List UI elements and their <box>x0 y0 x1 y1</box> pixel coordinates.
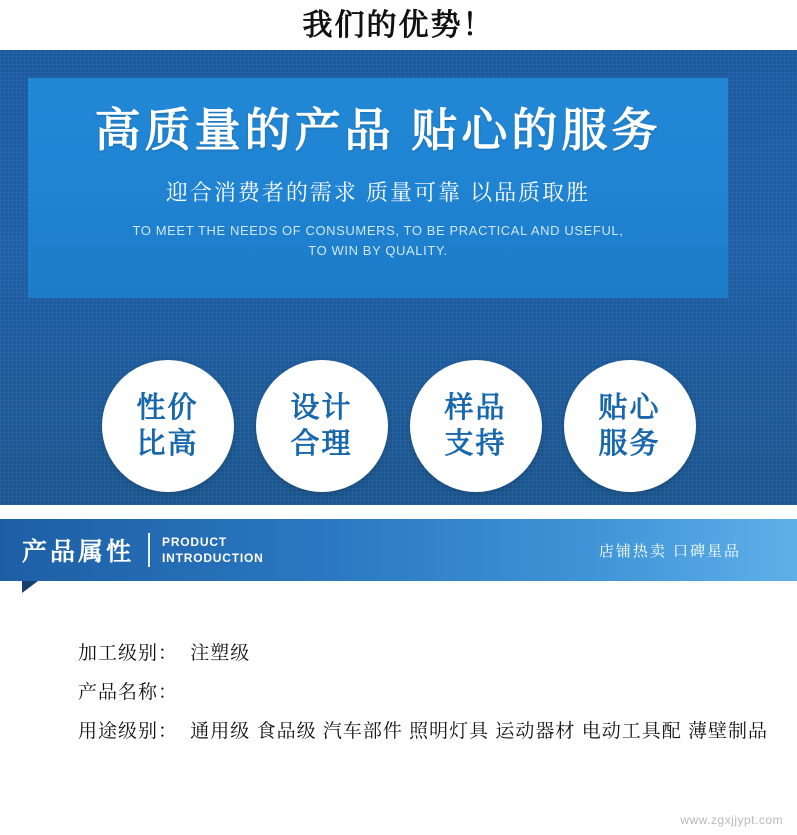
hero-headline: 高质量的产品 贴心的服务 <box>94 104 662 156</box>
attribute-value: 通用级 食品级 汽车部件 照明灯具 运动器材 电动工具配 薄壁制品 <box>190 720 768 742</box>
advantage-circle-line-1: 贴心 <box>598 391 661 424</box>
advantage-circle-line-1: 设计 <box>290 391 353 424</box>
section-title-group <box>0 532 264 568</box>
advantage-circle-line-2: 服务 <box>598 428 661 460</box>
advantage-circle <box>410 360 542 492</box>
section-header-bar <box>0 519 797 581</box>
hero-english-line-1: TO MEET THE NEEDS OF CONSUMERS, TO BE PRACTICAL AND USEFUL, <box>132 223 624 239</box>
advantage-circle-line-2: 比高 <box>136 428 199 460</box>
advantage-circle-line-2: 合理 <box>290 428 353 460</box>
section-title-cn: 产品属性 <box>22 538 135 566</box>
page-title: 我们的优势！ <box>302 9 495 42</box>
advantage-circle-line-1: 样品 <box>444 391 507 424</box>
attribute-label: 加工级别： <box>78 643 179 664</box>
attribute-label: 产品名称： <box>78 681 179 703</box>
advantage-circle <box>564 360 696 492</box>
hero-banner <box>0 50 797 505</box>
watermark: www.zgxjjypt.com <box>680 813 783 827</box>
hero-panel <box>28 78 728 298</box>
product-attributes <box>0 581 797 752</box>
section-title-en-line-1: PRODUCT <box>162 534 227 549</box>
section-title-en-line-2: INTRODUCTION <box>162 551 264 565</box>
advantage-circle <box>102 360 234 492</box>
advantage-circle-row <box>0 360 797 492</box>
hero-english-line-2: TO WIN BY QUALITY. <box>308 242 448 258</box>
advantage-circle <box>256 360 388 492</box>
attribute-label: 用途级别： <box>78 720 179 742</box>
section-title-en <box>162 534 264 566</box>
advantage-circle-line-1: 性价 <box>136 391 199 424</box>
attribute-row <box>78 713 797 752</box>
section-tagline: 店铺热卖 口碑星品 <box>598 542 741 560</box>
attribute-value: 注塑级 <box>190 643 251 664</box>
hero-english-text <box>28 221 728 260</box>
hero-subheadline: 迎合消费者的需求 质量可靠 以品质取胜 <box>165 179 591 205</box>
attribute-row <box>78 674 797 713</box>
advantage-circle-line-2: 支持 <box>444 428 507 460</box>
attribute-row <box>78 635 797 674</box>
spacer-strip <box>0 505 797 519</box>
section-divider <box>148 533 150 567</box>
section-bar-tail <box>22 581 38 593</box>
